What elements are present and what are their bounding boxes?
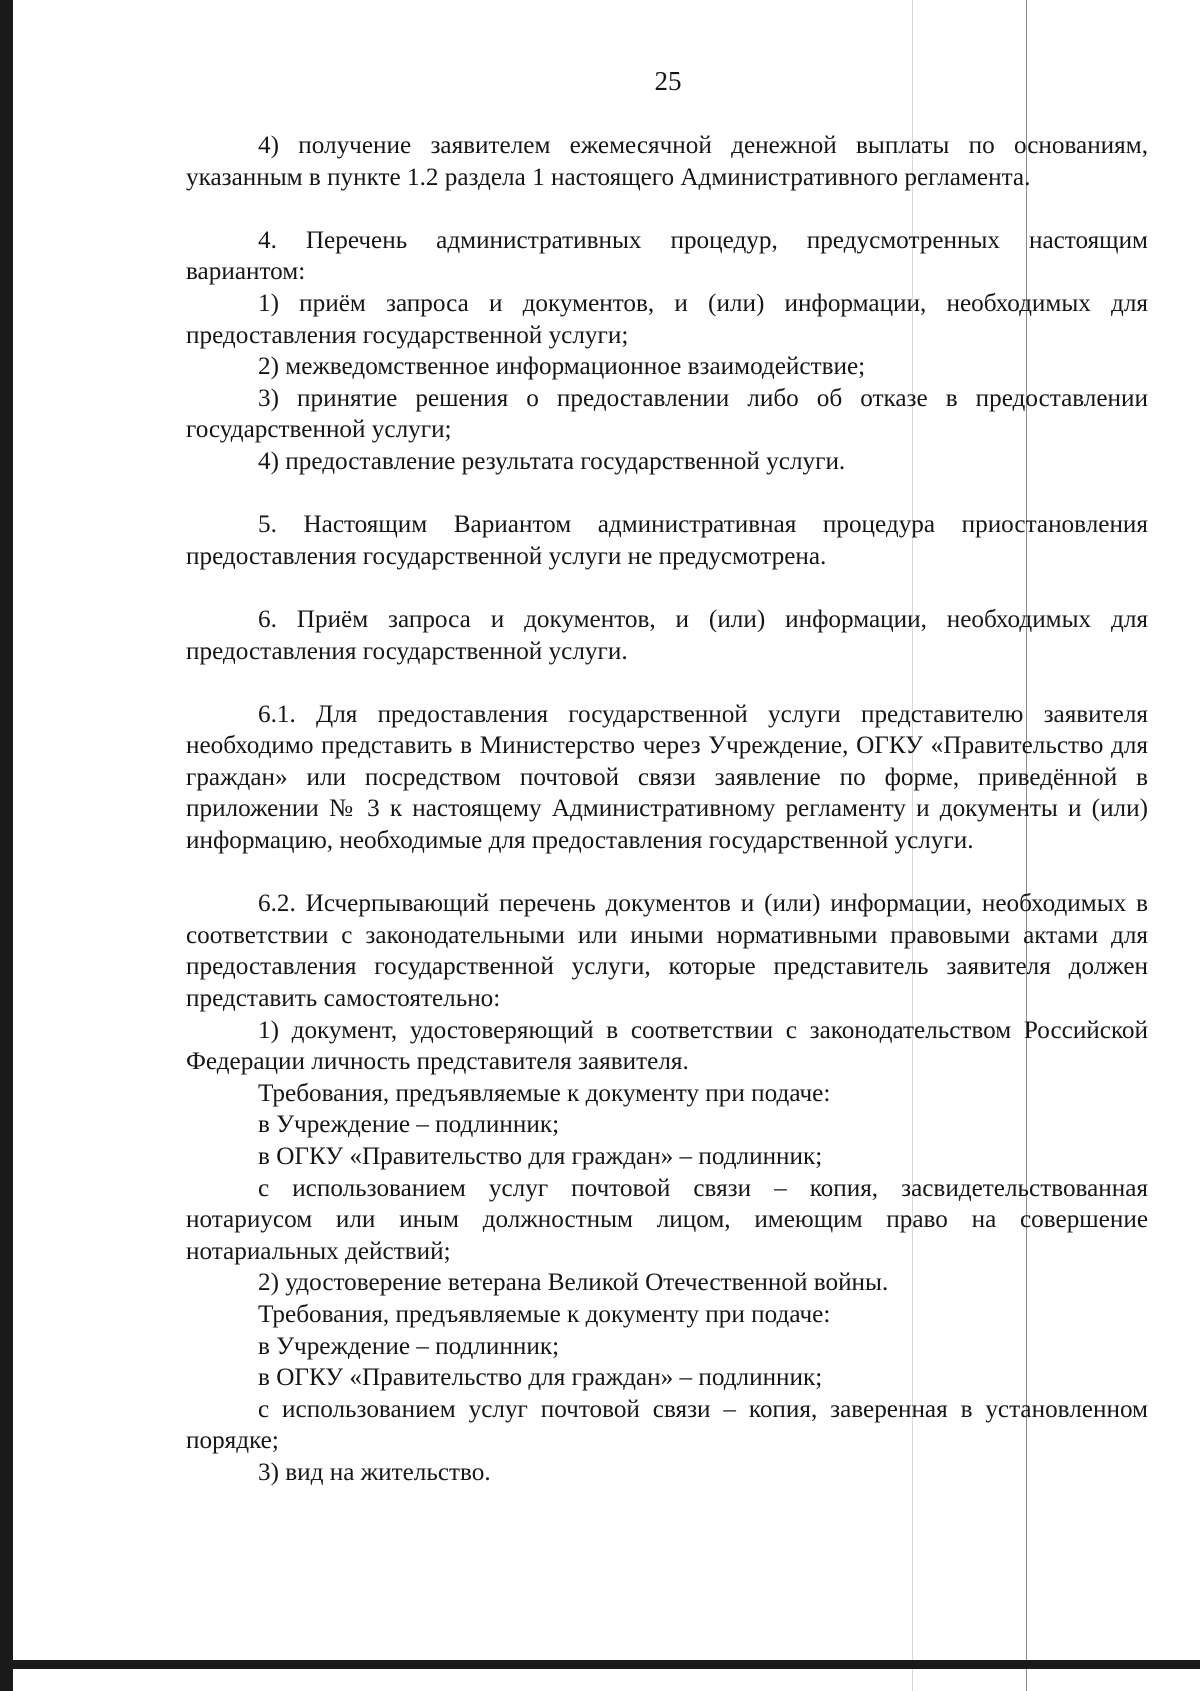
paragraph: в ОГКУ «Правительство для граждан» – подлинник; [258, 1364, 823, 1392]
scan-left-border [0, 0, 13, 1691]
paragraph: в Учреждение – подлинник; [258, 1111, 560, 1139]
paragraph: Требования, предъявляемые к документу при подаче: [258, 1300, 831, 1328]
paragraph: 2) удостоверение ветерана Великой Отечественной войны. [258, 1269, 889, 1297]
paragraph: в ОГКУ «Правительство для граждан» – подлинник; [258, 1143, 823, 1170]
paragraph: с использованием услуг почтовой связи – копия, заверенная в установленном порядке; [186, 1395, 1148, 1455]
paragraph: 6. Приём запроса и документов, и (или) информации, необходимых для предоставления государственной услуги. [186, 605, 1148, 665]
paragraph: 1) документ, удостоверяющий в соответствии с законодательством Российской Федерации личность представителя заявителя. [186, 1016, 1148, 1076]
paragraph: Требования, предъявляемые к документу при подаче: [258, 1079, 831, 1107]
paragraph: 5. Настоящим Вариантом административная процедура приостановления предоставления государственной услуги не предусмотрена. [186, 511, 1148, 570]
paragraph: 3) вид на жительство. [258, 1458, 491, 1486]
paragraph: 6.2. Исчерпывающий перечень документов и (или) информации, необходимых в соответствии с законодательными или иными нормативными правовыми актами для предоставления государственной услуги, которые представитель заявителя должен представить самостоятельно: [186, 890, 1148, 1013]
scan-bottom-border [0, 1660, 1200, 1669]
paragraph: 4. Перечень административных процедур, предусмотренных настоящим вариантом: [186, 226, 1148, 286]
paragraph: с использованием услуг почтовой связи – копия, засвидетельствованная нотариусом или иным должностным лицом, имеющим право на совершение нотариальных действий; [186, 1174, 1148, 1265]
paragraph: 2) межведомственное информационное взаимодействие; [258, 353, 866, 381]
document-body [186, 130, 1148, 1489]
paragraph: в Учреждение – подлинник; [258, 1332, 560, 1360]
paragraph: 6.1. Для предоставления государственной услуги представителю заявителя необходимо представить в Министерство через Учреждение, ОГКУ «Правительство для граждан» или посредством почтовой связи заявление по форме, приведённой в приложении № 3 к настоящему Административному регламенту и документы и (или) информацию, необходимые для предоставления государственной услуги. [186, 700, 1148, 855]
page-number: 25 [654, 66, 682, 96]
paragraph: 4) предоставление результата государственной услуги. [258, 447, 846, 475]
paragraph: 3) принятие решения о предоставлении либо об отказе в предоставлении государственной услуги; [186, 384, 1148, 444]
paragraph: 4) получение заявителем ежемесячной денежной выплаты по основаниям, указанным в пункте 1.2 раздела 1 настоящего Административного регламента. [186, 132, 1148, 191]
paragraph: 1) приём запроса и документов, и (или) информации, необходимых для предоставления государственной услуги; [186, 289, 1148, 349]
